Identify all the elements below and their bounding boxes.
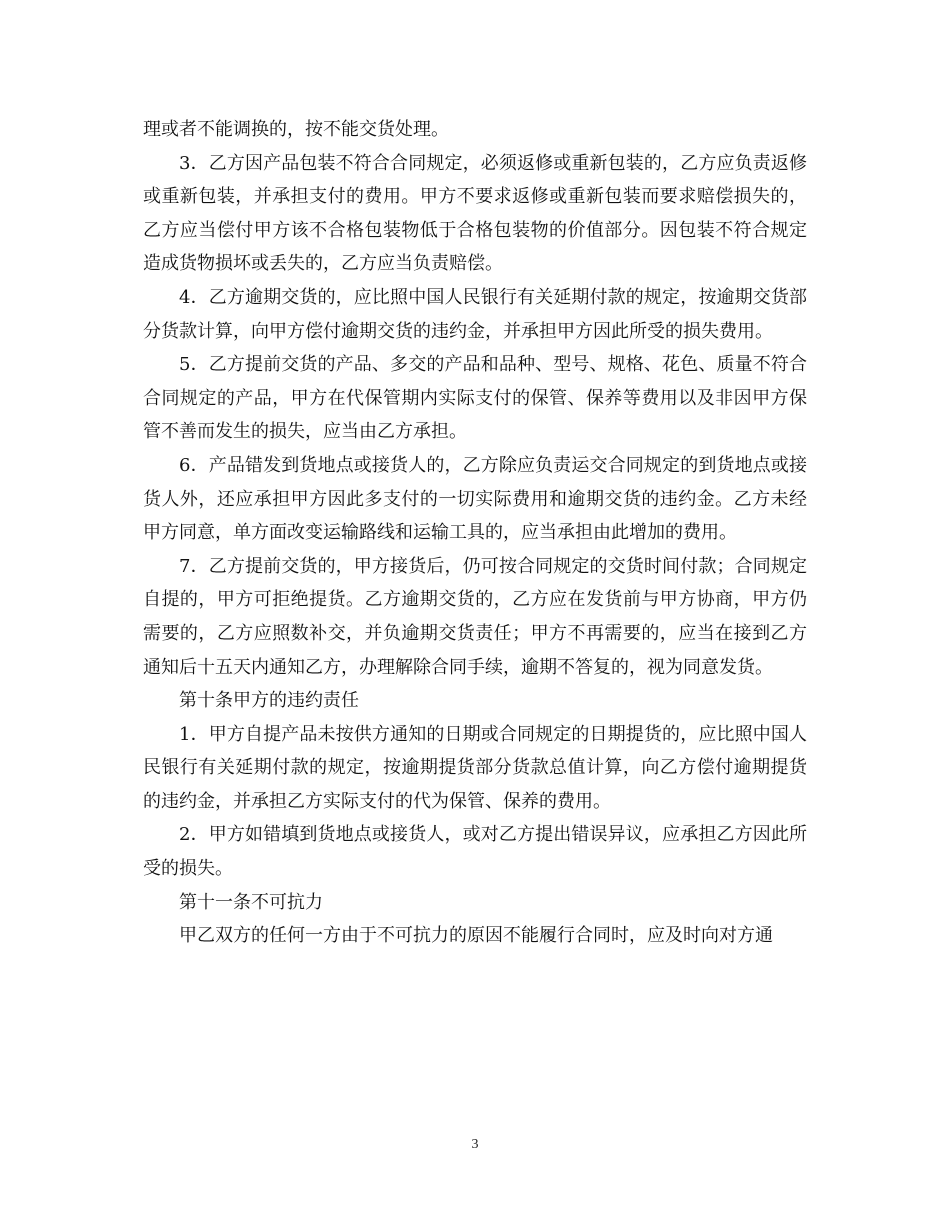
paragraph-article-11-body: 甲乙双方的任何一方由于不可抗力的原因不能履行合同时，应及时向对方通 xyxy=(179,925,773,947)
paragraph-continuation: 理或者不能调换的，按不能交货处理。 xyxy=(143,119,449,140)
paragraph-article-10-item-1: 1．甲方自提产品未按供方通知的日期或合同规定的日期提货的，应比照中国人民银行有关延期付款的规定，按逾期提货部分货款总值计算，向乙方偿付逾期提货的违约金，并承担乙方实际支付的代为保管、保养的费用。 xyxy=(143,723,807,812)
page-number: 3 xyxy=(471,1137,479,1152)
paragraph-clause-4: 4．乙方逾期交货的，应比照中国人民银行有关延期付款的规定，按逾期交货部分货款计算，向甲方偿付逾期交货的违约金，并承担甲方因此所受的损失费用。 xyxy=(143,286,807,342)
paragraph-clause-7: 7．乙方提前交货的，甲方接货后，仍可按合同规定的交货时间付款；合同规定自提的，甲方可拒绝提货。乙方逾期交货的，乙方应在发货前与甲方协商，甲方仍需要的，乙方应照数补交，并负逾期交货责任；甲方不再需要的，应当在接到乙方通知后十五天内通知乙方，办理解除合同手续，逾期不答复的，视为同意发货。 xyxy=(143,555,807,678)
section-heading-article-10: 第十条甲方的违约责任 xyxy=(179,690,359,712)
section-heading-article-11: 第十一条不可抗力 xyxy=(179,891,323,913)
paragraph-clause-5: 5．乙方提前交货的产品、多交的产品和品种、型号、规格、花色、质量不符合合同规定的产品，甲方在代保管期内实际支付的保管、保养等费用以及非因甲方保管不善而发生的损失，应当由乙方承担。 xyxy=(143,354,807,443)
paragraph-clause-3: 3．乙方因产品包装不符合合同规定，必须返修或重新包装的，乙方应负责返修或重新包装，并承担支付的费用。甲方不要求返修或重新包装而要求赔偿损失的，乙方应当偿付甲方该不合格包装物低于合格包装物的价值部分。因包装不符合规定造成货物损坏或丢失的，乙方应当负责赔偿。 xyxy=(143,152,807,275)
paragraph-article-10-item-2: 2．甲方如错填到货地点或接货人，或对乙方提出错误异议，应承担乙方因此所受的损失。 xyxy=(143,824,807,880)
paragraph-clause-6: 6．产品错发到货地点或接货人的，乙方除应负责运交合同规定的到货地点或接货人外，还应承担甲方因此多支付的一切实际费用和逾期交货的违约金。乙方未经甲方同意，单方面改变运输路线和运输工具的，应当承担由此增加的费用。 xyxy=(143,454,807,544)
document-body xyxy=(143,113,807,953)
